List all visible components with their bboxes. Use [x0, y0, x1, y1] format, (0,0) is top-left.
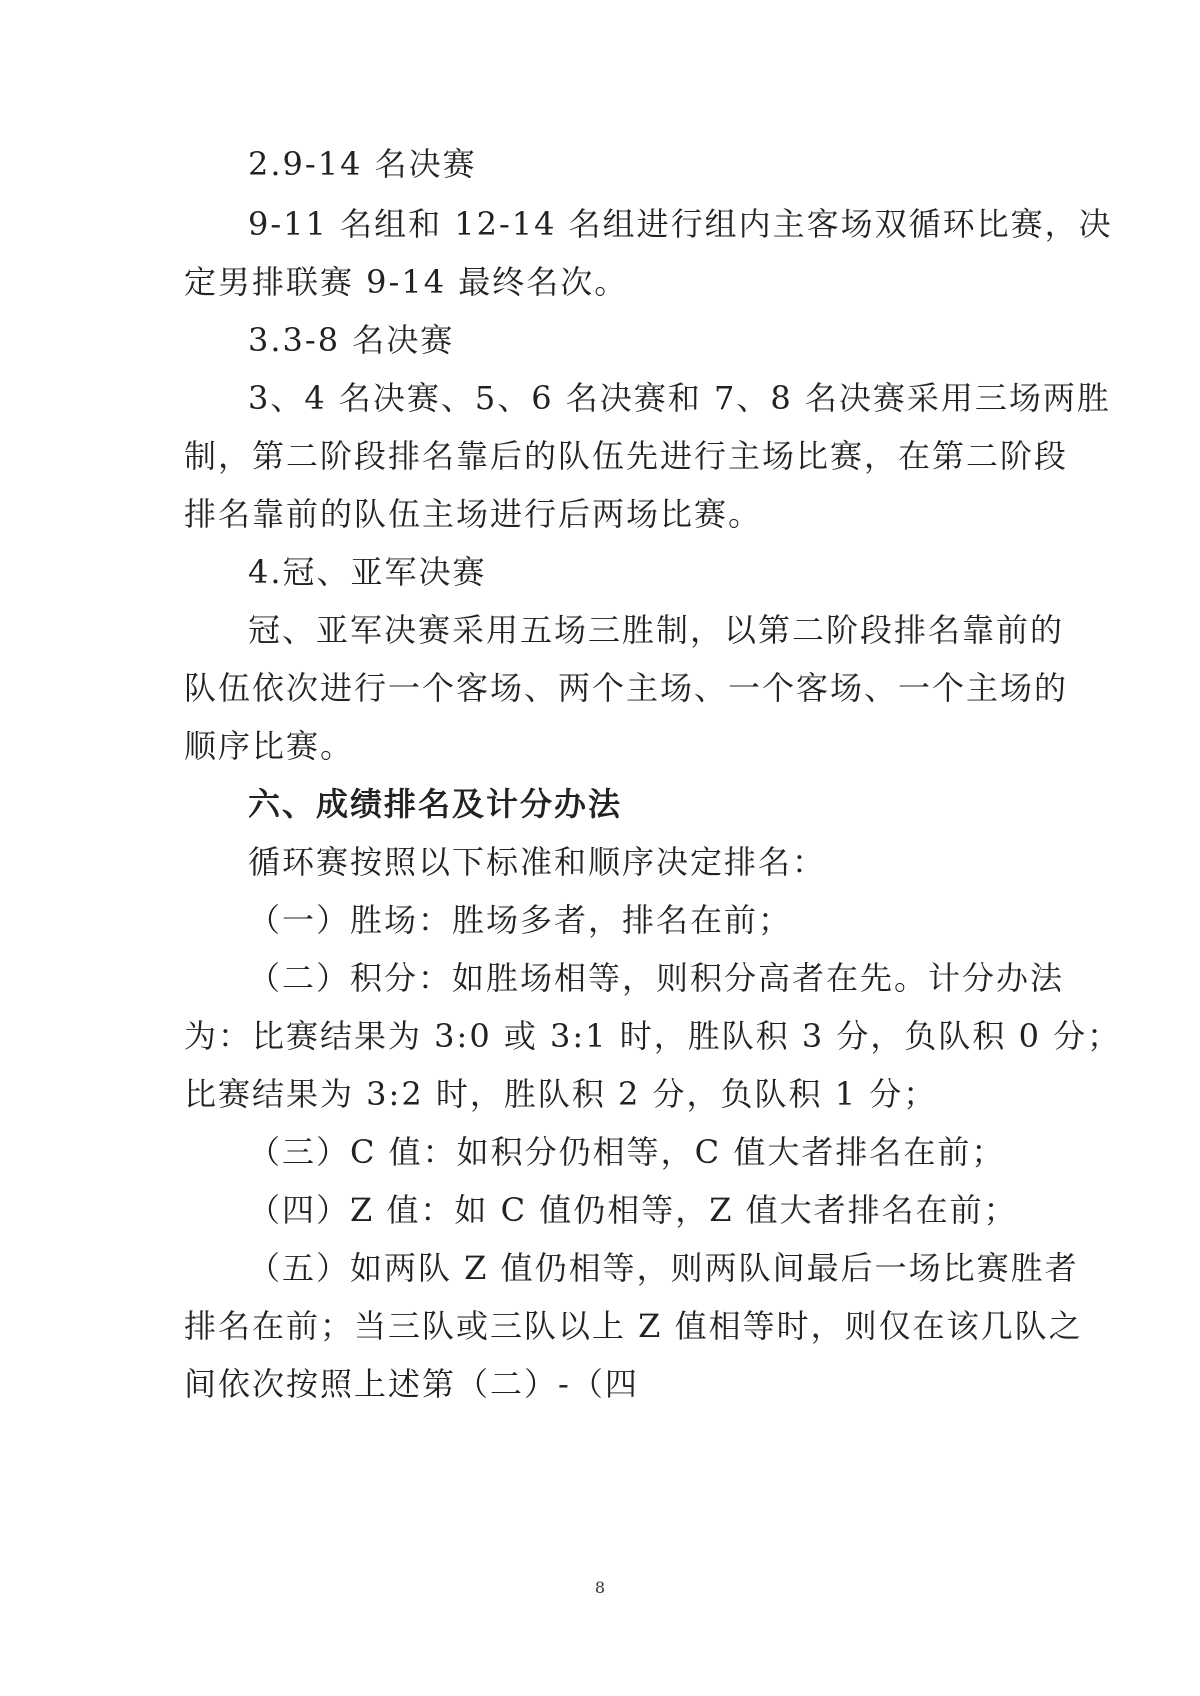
ranking-rule-4: （四）Z 值：如 C 值仍相等，Z 值大者排名在前；	[248, 1191, 1018, 1229]
paragraph-line: 比赛结果为 3:2 时，胜队积 2 分，负队积 1 分；	[184, 1075, 938, 1113]
paragraph-line: 9-11 名组和 12-14 名组进行组内主客场双循环比赛，决	[248, 205, 1113, 243]
page-number: 8	[594, 1578, 606, 1597]
paragraph-line: 3、4 名决赛、5、6 名决赛和 7、8 名决赛采用三场两胜	[248, 379, 1111, 417]
section-heading-ranking: 六、成绩排名及计分办法	[248, 785, 623, 823]
paragraph-line: 循环赛按照以下标准和顺序决定排名：	[248, 843, 827, 881]
ranking-rule-2: （二）积分：如胜场相等，则积分高者在先。计分办法	[248, 959, 1065, 997]
subheading-3-8-final: 3.3-8 名决赛	[248, 321, 455, 359]
paragraph-line: 排名在前；当三队或三队以上 Z 值相等时，则仅在该几队之	[184, 1307, 1083, 1345]
paragraph-line: 排名靠前的队伍主场进行后两场比赛。	[184, 495, 763, 533]
ranking-rule-5: （五）如两队 Z 值仍相等，则两队间最后一场比赛胜者	[248, 1249, 1079, 1287]
ranking-rule-3: （三）C 值：如积分仍相等，C 值大者排名在前；	[248, 1133, 1006, 1171]
paragraph-line: 制，第二阶段排名靠后的队伍先进行主场比赛，在第二阶段	[184, 437, 1069, 475]
paragraph-line: 顺序比赛。	[184, 727, 355, 765]
paragraph-line: 冠、亚军决赛采用五场三胜制，以第二阶段排名靠前的	[248, 611, 1065, 649]
paragraph-line: 为：比赛结果为 3:0 或 3:1 时，胜队积 3 分，负队积 0 分；	[184, 1017, 1122, 1055]
subheading-9-14-final: 2.9-14 名决赛	[248, 145, 477, 183]
ranking-rule-1: （一）胜场：胜场多者，排名在前；	[248, 901, 793, 939]
subheading-championship-final: 4.冠、亚军决赛	[248, 553, 487, 591]
paragraph-line: 间依次按照上述第（二）-（四	[184, 1365, 639, 1403]
paragraph-line: 定男排联赛 9-14 最终名次。	[184, 263, 629, 301]
paragraph-line: 队伍依次进行一个客场、两个主场、一个客场、一个主场的	[184, 669, 1069, 707]
